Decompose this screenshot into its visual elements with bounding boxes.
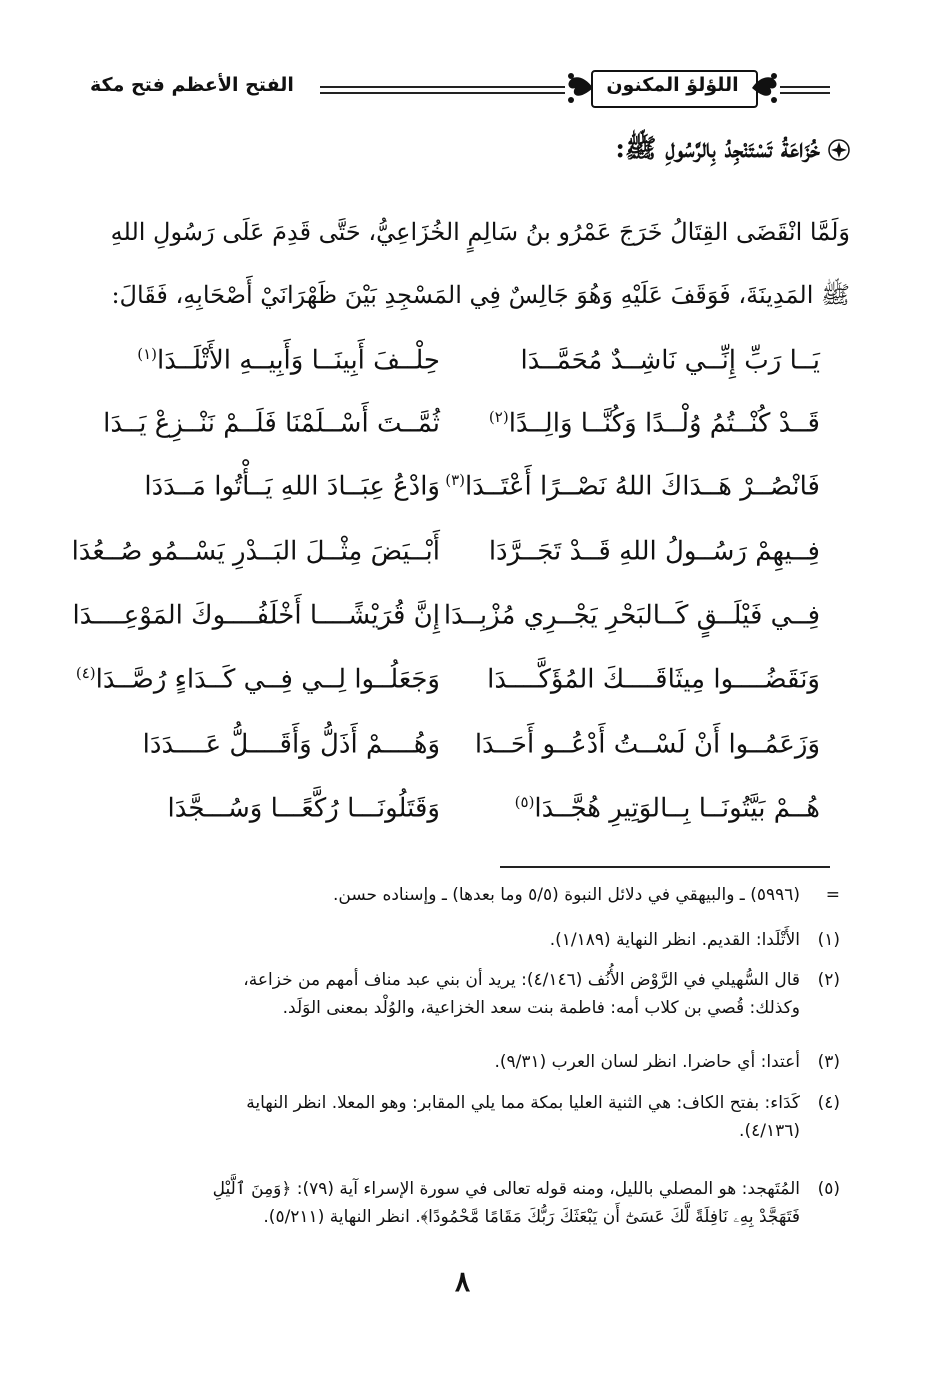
verse-first-hemistich: وَنَقَضُــــوا مِيثَاقَــــكَ المُؤَكَّــــدَا (487, 664, 820, 695)
footnote: (٣)أعتدا: أي حاضرا. انظر لسان العرب (٩/٣١). (494, 1052, 840, 1072)
verse-second-hemistich: حِلْــفَ أَبِينَــا وَأَبِيــهِ الأَتْلَــدَا$^{(١)}$ (137, 345, 440, 376)
verse-first-hemistich: هُــمْ بَيَّتُونَــا بِــالوَتِيرِ هُجَّــدَا$^{(٥)}$ (514, 793, 820, 824)
verse-first-hemistich: يَــا رَبِّ إِنِّــي نَاشِــدٌ مُحَمَّــدَا (520, 345, 820, 376)
footnote: (٥)المُتَهجد: هو المصلي بالليل، ومنه قوله تعالى في سورة الإسراء آية (٧٩): ﴿وَمِنَ ٱلَّيْلِ فَتَهَجَّدْ بِهِۦ نَافِلَةً لَّكَ عَسَىٰٓ أَن يَبْعَثَكَ رَبُّكَ مَقَامًا مَّحْمُودًا﴾. انظر النهاية (٥/٢١١). (212, 1179, 840, 1227)
verse-second-hemistich: وَقَتَلُونَـــا رُكَّعًـــا وَسُـــجَّدَا (167, 793, 440, 824)
header-rule-right (780, 86, 830, 94)
footnote: (٢)قال السُّهيلي في الرَّوْض الأُنُف (٤/١٤٦): يريد أن بني عبد مناف أمهم من خزاعة، وكذلك: قُصي بن كلاب أمه: فاطمة بنت سعد الخزاعية، والوُلْد بمعنى الوَلَد. (243, 970, 840, 1018)
ornament-icon (750, 68, 780, 108)
verse-first-hemistich: فِــي فَيْلَــقٍ كَــالبَحْرِ يَجْــرِي مُزْبِــدَا (443, 600, 820, 631)
section-title: خُزَاعَةُ تَسْتَنْجِدُ بِالرَّسُولِ ﷺ: (615, 134, 820, 164)
book-title-badge (565, 60, 780, 116)
footnote: =(٥٩٩٦) ـ والبيهقي في دلائل النبوة (٥/٥ وما بعدها) ـ وإسناده حسن. (333, 885, 840, 905)
verse-second-hemistich: إِنَّ قُرَيْشًــــا أَخْلَفُــــوكَ المَوْعِــــدَا (72, 600, 440, 631)
prose-line: ﷺ المَدِينَةَ، فَوَقَفَ عَلَيْهِ وَهُوَ جَالِسٌ فِي المَسْجِدِ بَيْنَ ظَهْرَانَيْ أَصْحَابِهِ، فَقَالَ: (111, 281, 850, 309)
footnote: (١)الأَتْلَدا: القديم. انظر النهاية (١/١٨٩). (549, 930, 840, 950)
book-title: اللؤلؤ المكنون (606, 74, 739, 96)
prose-line: وَلَمَّا انْقَضَى القِتَالُ خَرَجَ عَمْرُو بنُ سَالِمٍ الخُزَاعِيُّ، حَتَّى قَدِمَ عَلَى رَسُولِ اللهِ (110, 218, 850, 246)
verse-first-hemistich: فَانْصُــرْ هَــدَاكَ اللهُ نَصْــرًا أَعْتَــدَا$^{(٣)}$ (445, 471, 820, 502)
section-heading (615, 132, 850, 170)
verse-second-hemistich: وَجَعَلُــوا لِــي فِــي كَــدَاءٍ رُصَّــدَا$^{(٤)}$ (75, 664, 440, 695)
verse-second-hemistich: وَهُــــمْ أَذَلُّ وَأَقَــــلُّ عَــــدَدَا (142, 729, 440, 760)
verse-first-hemistich: وَزَعَمُــوا أَنْ لَسْــتُ أَدْعُــو أَحَــدَا (474, 729, 820, 760)
flower-bullet-icon (828, 139, 850, 161)
verse-second-hemistich: ثُمَّــتَ أَسْــلَمْنَا فَلَــمْ نَنْــزِعْ يَــدَا (103, 408, 440, 439)
footnote-separator (500, 866, 830, 868)
chapter-title: الفتح الأعظم فتح مكة (90, 74, 294, 96)
verse-first-hemistich: قَــدْ كُنْــتُمُ وُلْــدًا وَكُنَّــا وَالِــدًا$^{(٢)}$ (488, 408, 820, 439)
page-number: ٨ (455, 1265, 471, 1298)
verse-second-hemistich: أَبْــيَضَ مِثْــلَ البَــدْرِ يَسْــمُو صُــعُدَا (71, 536, 440, 567)
verse-first-hemistich: فِــيهِمْ رَسُــولُ اللهِ قَــدْ تَجَــرَّدَا (488, 536, 820, 567)
footnote: (٤)كَدَاء: بفتح الكاف: هي الثنية العليا بمكة مما يلي المقابر: وهو المعلا. انظر النهاية (٤/١٣٦). (246, 1093, 840, 1141)
verse-second-hemistich: وَادْعُ عِبَــادَ اللهِ يَــأْتُوا مَــدَدَا (144, 471, 440, 502)
header-rule-left (320, 86, 565, 94)
